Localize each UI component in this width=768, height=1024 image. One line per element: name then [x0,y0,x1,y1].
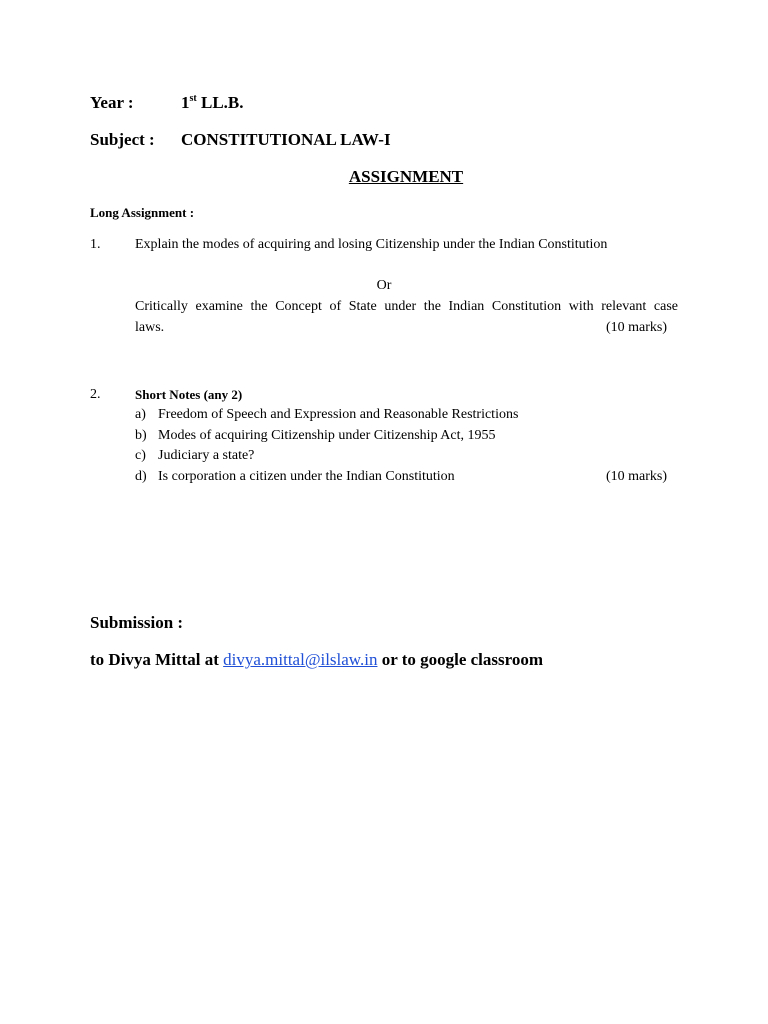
year-ordinal: st [189,93,197,104]
alternative-question-line-2: laws. [135,320,165,335]
subject-value: CONSTITUTIONAL LAW-I [181,130,391,149]
year-number: 1 [181,93,190,112]
assignment-title: ASSIGNMENT [348,167,464,186]
or-separator: Or [376,278,392,293]
question-1-marks: (10 marks) [606,320,668,335]
list-item: Freedom of Speech and Expression and Reasonable Restrictions [158,407,519,422]
submission-suffix: or to google classroom [377,650,544,669]
year-value [181,93,244,113]
question-2-marks: (10 marks) [606,469,668,484]
question-1-number: 1. [90,237,101,252]
year-label: Year : [90,93,134,112]
subject-label: Subject : [90,130,155,149]
alternative-question-line-1: Critically examine the Concept of State under the Indian Constitution with relevant case [135,299,678,314]
submission-prefix: to Divya Mittal at [90,650,224,669]
short-notes-heading: Short Notes (any 2) [135,387,243,402]
list-item: Is corporation a citizen under the Indian Constitution [158,469,455,484]
list-item: Judiciary a state? [158,448,255,463]
submission-heading: Submission : [90,613,184,632]
question-1-text: Explain the modes of acquiring and losing Citizenship under the Indian Constitution [135,237,608,252]
list-item-marker: b) [135,428,147,443]
year-degree: LL.B. [196,93,244,112]
email-link[interactable]: divya.mittal@ilslaw.in [223,650,378,669]
submission-line [90,650,543,670]
list-item-marker: a) [135,407,146,422]
list-item-marker: c) [135,448,146,463]
question-2-number: 2. [90,387,101,402]
list-item: Modes of acquiring Citizenship under Citizenship Act, 1955 [158,428,496,443]
long-assignment-heading: Long Assignment : [90,205,195,220]
list-item-marker: d) [135,469,147,484]
